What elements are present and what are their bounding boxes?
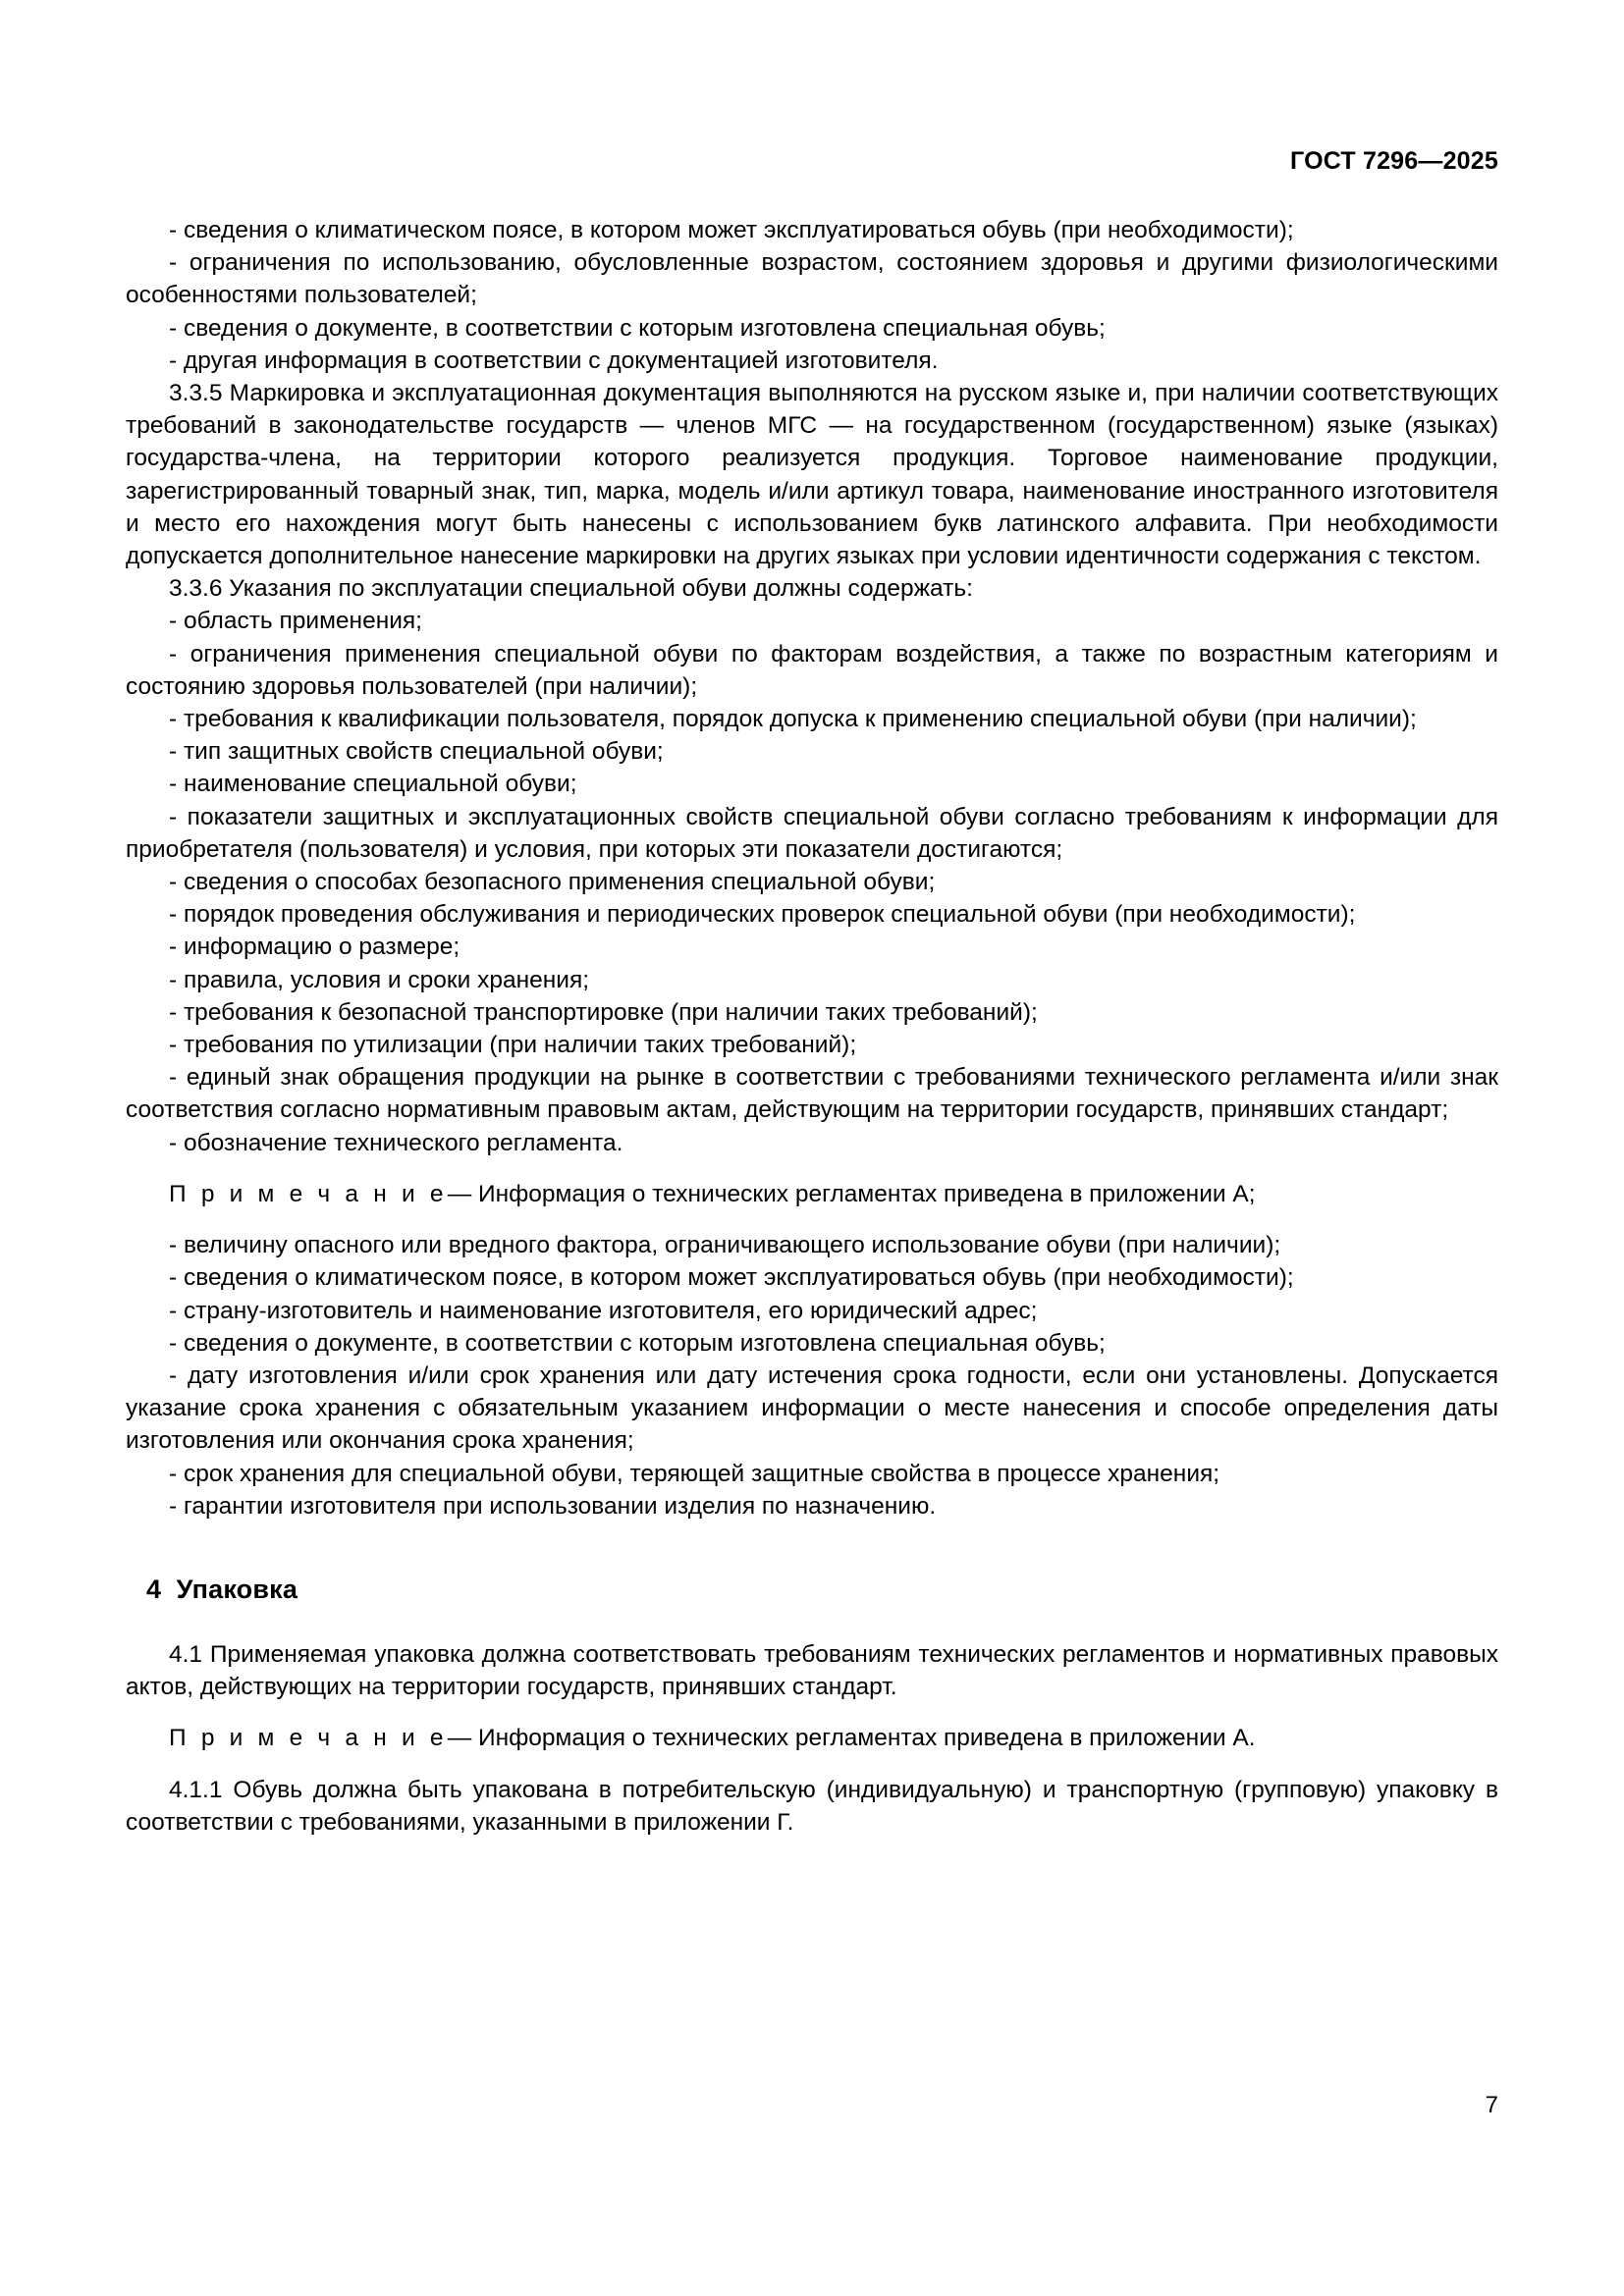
note-label: П р и м е ч а н и е — [169, 1180, 448, 1207]
paragraph: - другая информация в соответствии с документацией изготовителя. — [169, 347, 939, 374]
note-block — [126, 1722, 1498, 1754]
paragraph: 3.3.5 Маркировка и эксплуатационная документация выполняются на русском языке и, при наличии соответствующих требований в законодательстве государств — членов МГС — на государственном (государственном) языке (языках) государства-члена, на территории которого реализуется продукция. Торговое наименование продукции, зарегистрированный товарный знак, тип, марка, модель и/или артикул товара, наименование иностранного изготовителя и место его нахождения могут быть нанесены с использованием букв латинского алфавита. При необходимости допускается дополнительное нанесение маркировки на других языках при условии идентичности содержания с текстом. — [126, 380, 1498, 570]
paragraph: - сведения о климатическом поясе, в котором может эксплуатироваться обувь (при необходимости); — [169, 1264, 1294, 1292]
paragraph: - ограничения применения специальной обуви по факторам воздействия, а также по возрастным категориям и состоянию здоровья пользователей (при наличии); — [126, 640, 1498, 700]
paragraph: 3.3.6 Указания по эксплуатации специальной обуви должны содержать: — [169, 575, 973, 603]
paragraph: - правила, условия и сроки хранения; — [169, 966, 590, 993]
paragraph: - тип защитных свойств специальной обуви; — [169, 738, 664, 766]
paragraph: - сведения о документе, в соответствии с которым изготовлена специальная обувь; — [169, 1329, 1106, 1357]
paragraph: - требования к квалификации пользователя, порядок допуска к применению специальной обуви (при наличии); — [169, 706, 1417, 733]
note-label: П р и м е ч а н и е — [169, 1725, 448, 1752]
section-number: 4 — [146, 1574, 162, 1604]
paragraph: - сведения о документе, в соответствии с которым изготовлена специальная обувь; — [169, 314, 1106, 342]
note-block — [126, 1178, 1498, 1210]
paragraph: - обозначение технического регламента. — [169, 1129, 623, 1156]
paragraph: - требования по утилизации (при наличии таких требований); — [169, 1032, 857, 1059]
document-body — [126, 214, 1498, 1839]
section-heading-text — [146, 1575, 1498, 1605]
section-heading — [126, 1575, 1498, 1605]
paragraph: 4.1 Применяемая упаковка должна соответствовать требованиям технических регламентов и нормативных правовых актов, действующих на территории государств, принявших стандарт. — [126, 1640, 1498, 1701]
paragraph: - требования к безопасной транспортировке (при наличии таких требований); — [169, 998, 1038, 1026]
paragraph: - величину опасного или вредного фактора, ограничивающего использование обуви (при наличии); — [169, 1232, 1281, 1259]
paragraph: - срок хранения для специальной обуви, теряющей защитные свойства в процессе хранения; — [169, 1460, 1220, 1487]
paragraph: - порядок проведения обслуживания и периодических проверок специальной обуви (при необходимости); — [169, 901, 1356, 929]
paragraph: - информацию о размере; — [169, 934, 460, 961]
paragraph: - показатели защитных и эксплуатационных свойств специальной обуви согласно требованиям к информации для приобретателя (пользователя) и условия, при которых эти показатели достигаются; — [126, 803, 1498, 863]
paragraph: - сведения о климатическом поясе, в котором может эксплуатироваться обувь (при необходимости); — [169, 217, 1294, 243]
page-header-standard-code: ГОСТ 7296—2025 — [1290, 147, 1498, 175]
note-text: — Информация о технических регламентах приведена в приложении А; — [447, 1180, 1256, 1207]
paragraph: - область применения; — [169, 608, 422, 635]
paragraph: - ограничения по использованию, обусловленные возрастом, состоянием здоровья и другими физиологическими особенностями пользователей; — [126, 249, 1498, 309]
section-title: Упаковка — [176, 1574, 298, 1604]
paragraph: - наименование специальной обуви; — [169, 771, 577, 798]
paragraph: 4.1.1 Обувь должна быть упакована в потребительскую (индивидуальную) и транспортную (групповую) упаковку в соответствии с требованиями, указанными в приложении Г. — [126, 1776, 1498, 1836]
paragraph: - гарантии изготовителя при использовании изделия по назначению. — [169, 1492, 937, 1520]
paragraph: - сведения о способах безопасного применения специальной обуви; — [169, 869, 936, 896]
paragraph: - страну-изготовитель и наименование изготовителя, его юридический адрес; — [169, 1297, 1038, 1324]
note-text: — Информация о технических регламентах приведена в приложении А. — [447, 1725, 1256, 1752]
paragraph: - единый знак обращения продукции на рынке в соответствии с требованиями технического регламента и/или знак соответствия согласно нормативным правовым актам, действующим на территории государств, принявших стандарт; — [126, 1064, 1498, 1124]
page-number: 7 — [1485, 2092, 1498, 2118]
paragraph: - дату изготовления и/или срок хранения или дату истечения срока годности, если они установлены. Допускается указание срока хранения с обязательным указанием информации о месте нанесения и способе определения даты изготовления или окончания срока хранения; — [126, 1362, 1498, 1455]
